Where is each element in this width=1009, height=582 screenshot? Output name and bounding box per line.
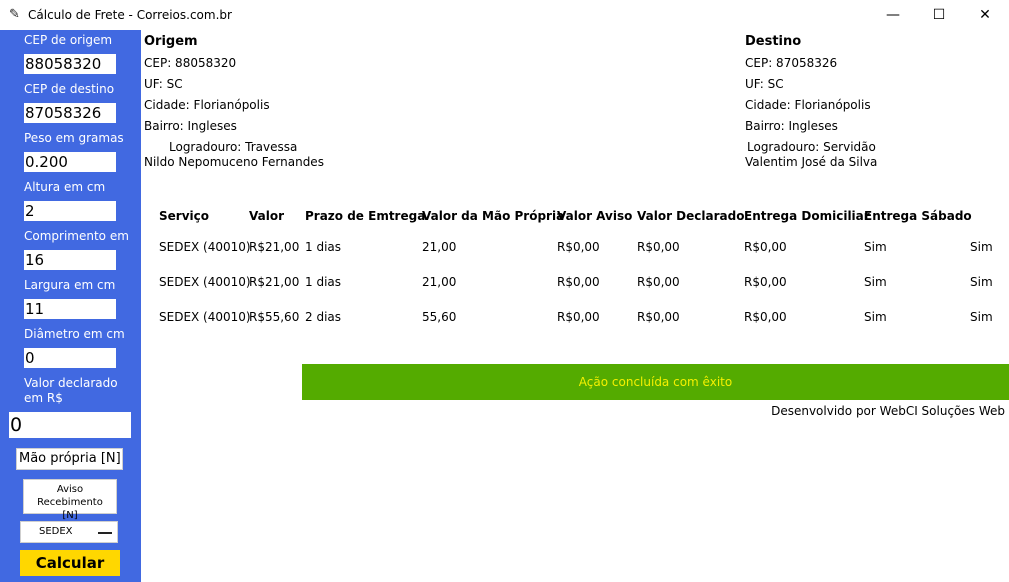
destino-bairro: Bairro: Ingleses xyxy=(745,119,838,133)
diametro-label: Diâmetro em cm xyxy=(24,327,125,341)
cell-entrega-sabado: Sim xyxy=(970,240,993,254)
cell-valor: R$55,60 xyxy=(249,310,300,324)
cep-destino-input[interactable]: 87058326 xyxy=(24,103,116,123)
cell-entrega-sabado: Sim xyxy=(970,310,993,324)
close-icon: ✕ xyxy=(979,7,991,23)
altura-label: Altura em cm xyxy=(24,180,106,194)
cell-valor-mao-propria: 21,00 xyxy=(422,275,457,289)
window-title: Cálculo de Frete - Correios.com.br xyxy=(28,8,232,22)
destino-uf: UF: SC xyxy=(745,77,784,91)
cell-servico: SEDEX (40010) xyxy=(159,275,251,289)
destino-logradouro: Logradouro: Servidão xyxy=(747,140,876,154)
col-header-servico: Serviço xyxy=(159,209,209,223)
cell-entrega-domiciliar: Sim xyxy=(864,275,887,289)
destino-cep: CEP: 87058326 xyxy=(745,56,838,70)
feather-icon: ✎ xyxy=(9,7,20,22)
destino-logradouro-line2: Valentim José da Silva xyxy=(745,155,878,169)
peso-label: Peso em gramas xyxy=(24,131,124,145)
cell-entrega-sabado: Sim xyxy=(970,275,993,289)
calcular-button[interactable]: Calcular xyxy=(20,550,120,576)
cell-entrega-domiciliar-valor: R$0,00 xyxy=(744,275,787,289)
servico-select[interactable] xyxy=(20,521,118,543)
cell-prazo: 1 dias xyxy=(305,240,342,254)
status-message: Ação concluída com êxito xyxy=(302,364,1009,400)
aviso-recebimento-label: Aviso Recebimento xyxy=(37,484,103,508)
minimize-icon: — xyxy=(886,7,900,23)
maximize-button[interactable] xyxy=(916,0,962,30)
valor-declarado-label: Valor declarado xyxy=(24,376,118,390)
cell-valor-declarado: R$0,00 xyxy=(637,275,680,289)
footer-credit: Desenvolvido por WebCI Soluções Web xyxy=(771,404,1005,418)
cell-servico: SEDEX (40010) xyxy=(159,240,251,254)
cell-valor-aviso: R$0,00 xyxy=(557,240,600,254)
cell-entrega-domiciliar-valor: R$0,00 xyxy=(744,240,787,254)
destino-title: Destino xyxy=(745,34,802,49)
valor-declarado-input[interactable]: 0 xyxy=(9,412,131,438)
col-header-valor-aviso: Valor Aviso xyxy=(557,209,633,223)
servico-selected-value: SEDEX xyxy=(39,526,73,537)
cell-valor-mao-propria: 21,00 xyxy=(422,240,457,254)
destino-cidade: Cidade: Florianópolis xyxy=(745,98,871,112)
option-menu-indicator-icon xyxy=(98,531,112,534)
cell-valor-aviso: R$0,00 xyxy=(557,310,600,324)
cell-valor: R$21,00 xyxy=(249,275,300,289)
cep-origem-input[interactable]: 88058320 xyxy=(24,54,116,74)
origem-logradouro: Logradouro: Travessa xyxy=(169,140,298,154)
cell-valor-declarado: R$0,00 xyxy=(637,310,680,324)
mao-propria-toggle[interactable]: Mão própria [N] xyxy=(16,448,123,470)
origem-logradouro-line2: Nildo Nepomuceno Fernandes xyxy=(144,155,324,169)
cell-prazo: 2 dias xyxy=(305,310,342,324)
cell-prazo: 1 dias xyxy=(305,275,342,289)
cep-destino-label: CEP de destino xyxy=(24,82,115,96)
cep-origem-label: CEP de origem xyxy=(24,33,113,47)
cell-entrega-domiciliar: Sim xyxy=(864,310,887,324)
minimize-button[interactable] xyxy=(870,0,916,30)
col-header-valor-declarado: Valor Declarado xyxy=(637,209,745,223)
comprimento-label: Comprimento em xyxy=(24,229,129,243)
cell-entrega-domiciliar-valor: R$0,00 xyxy=(744,310,787,324)
origem-bairro: Bairro: Ingleses xyxy=(144,119,237,133)
cell-valor-aviso: R$0,00 xyxy=(557,275,600,289)
form-sidebar xyxy=(0,30,141,582)
diametro-input[interactable]: 0 xyxy=(24,348,116,368)
altura-input[interactable]: 2 xyxy=(24,201,116,221)
cell-servico: SEDEX (40010) xyxy=(159,310,251,324)
peso-input[interactable]: 0.200 xyxy=(24,152,116,172)
col-header-entrega-domiciliar: Entrega Domiciliar xyxy=(744,209,870,223)
title-bar xyxy=(0,0,1009,30)
cell-valor: R$21,00 xyxy=(249,240,300,254)
close-button[interactable] xyxy=(962,0,1008,30)
valor-declarado-label-line2: em R$ xyxy=(24,391,63,405)
aviso-recebimento-state: [N] xyxy=(62,510,78,521)
cell-valor-mao-propria: 55,60 xyxy=(422,310,457,324)
cell-entrega-domiciliar: Sim xyxy=(864,240,887,254)
origem-title: Origem xyxy=(144,34,198,49)
origem-cidade: Cidade: Florianópolis xyxy=(144,98,270,112)
largura-label: Largura em cm xyxy=(24,278,116,292)
comprimento-input[interactable]: 16 xyxy=(24,250,116,270)
origem-cep: CEP: 88058320 xyxy=(144,56,237,70)
cell-valor-declarado: R$0,00 xyxy=(637,240,680,254)
largura-input[interactable]: 11 xyxy=(24,299,116,319)
col-header-valor: Valor xyxy=(249,209,285,223)
col-header-entrega-sabado: Entrega Sábado xyxy=(864,209,972,223)
col-header-prazo: Prazo de Emtrega xyxy=(305,209,426,223)
origem-uf: UF: SC xyxy=(144,77,183,91)
aviso-recebimento-toggle[interactable] xyxy=(23,479,117,521)
col-header-valor-mao-propria: Valor da Mão Própria xyxy=(422,209,565,223)
maximize-icon: ☐ xyxy=(932,7,946,23)
